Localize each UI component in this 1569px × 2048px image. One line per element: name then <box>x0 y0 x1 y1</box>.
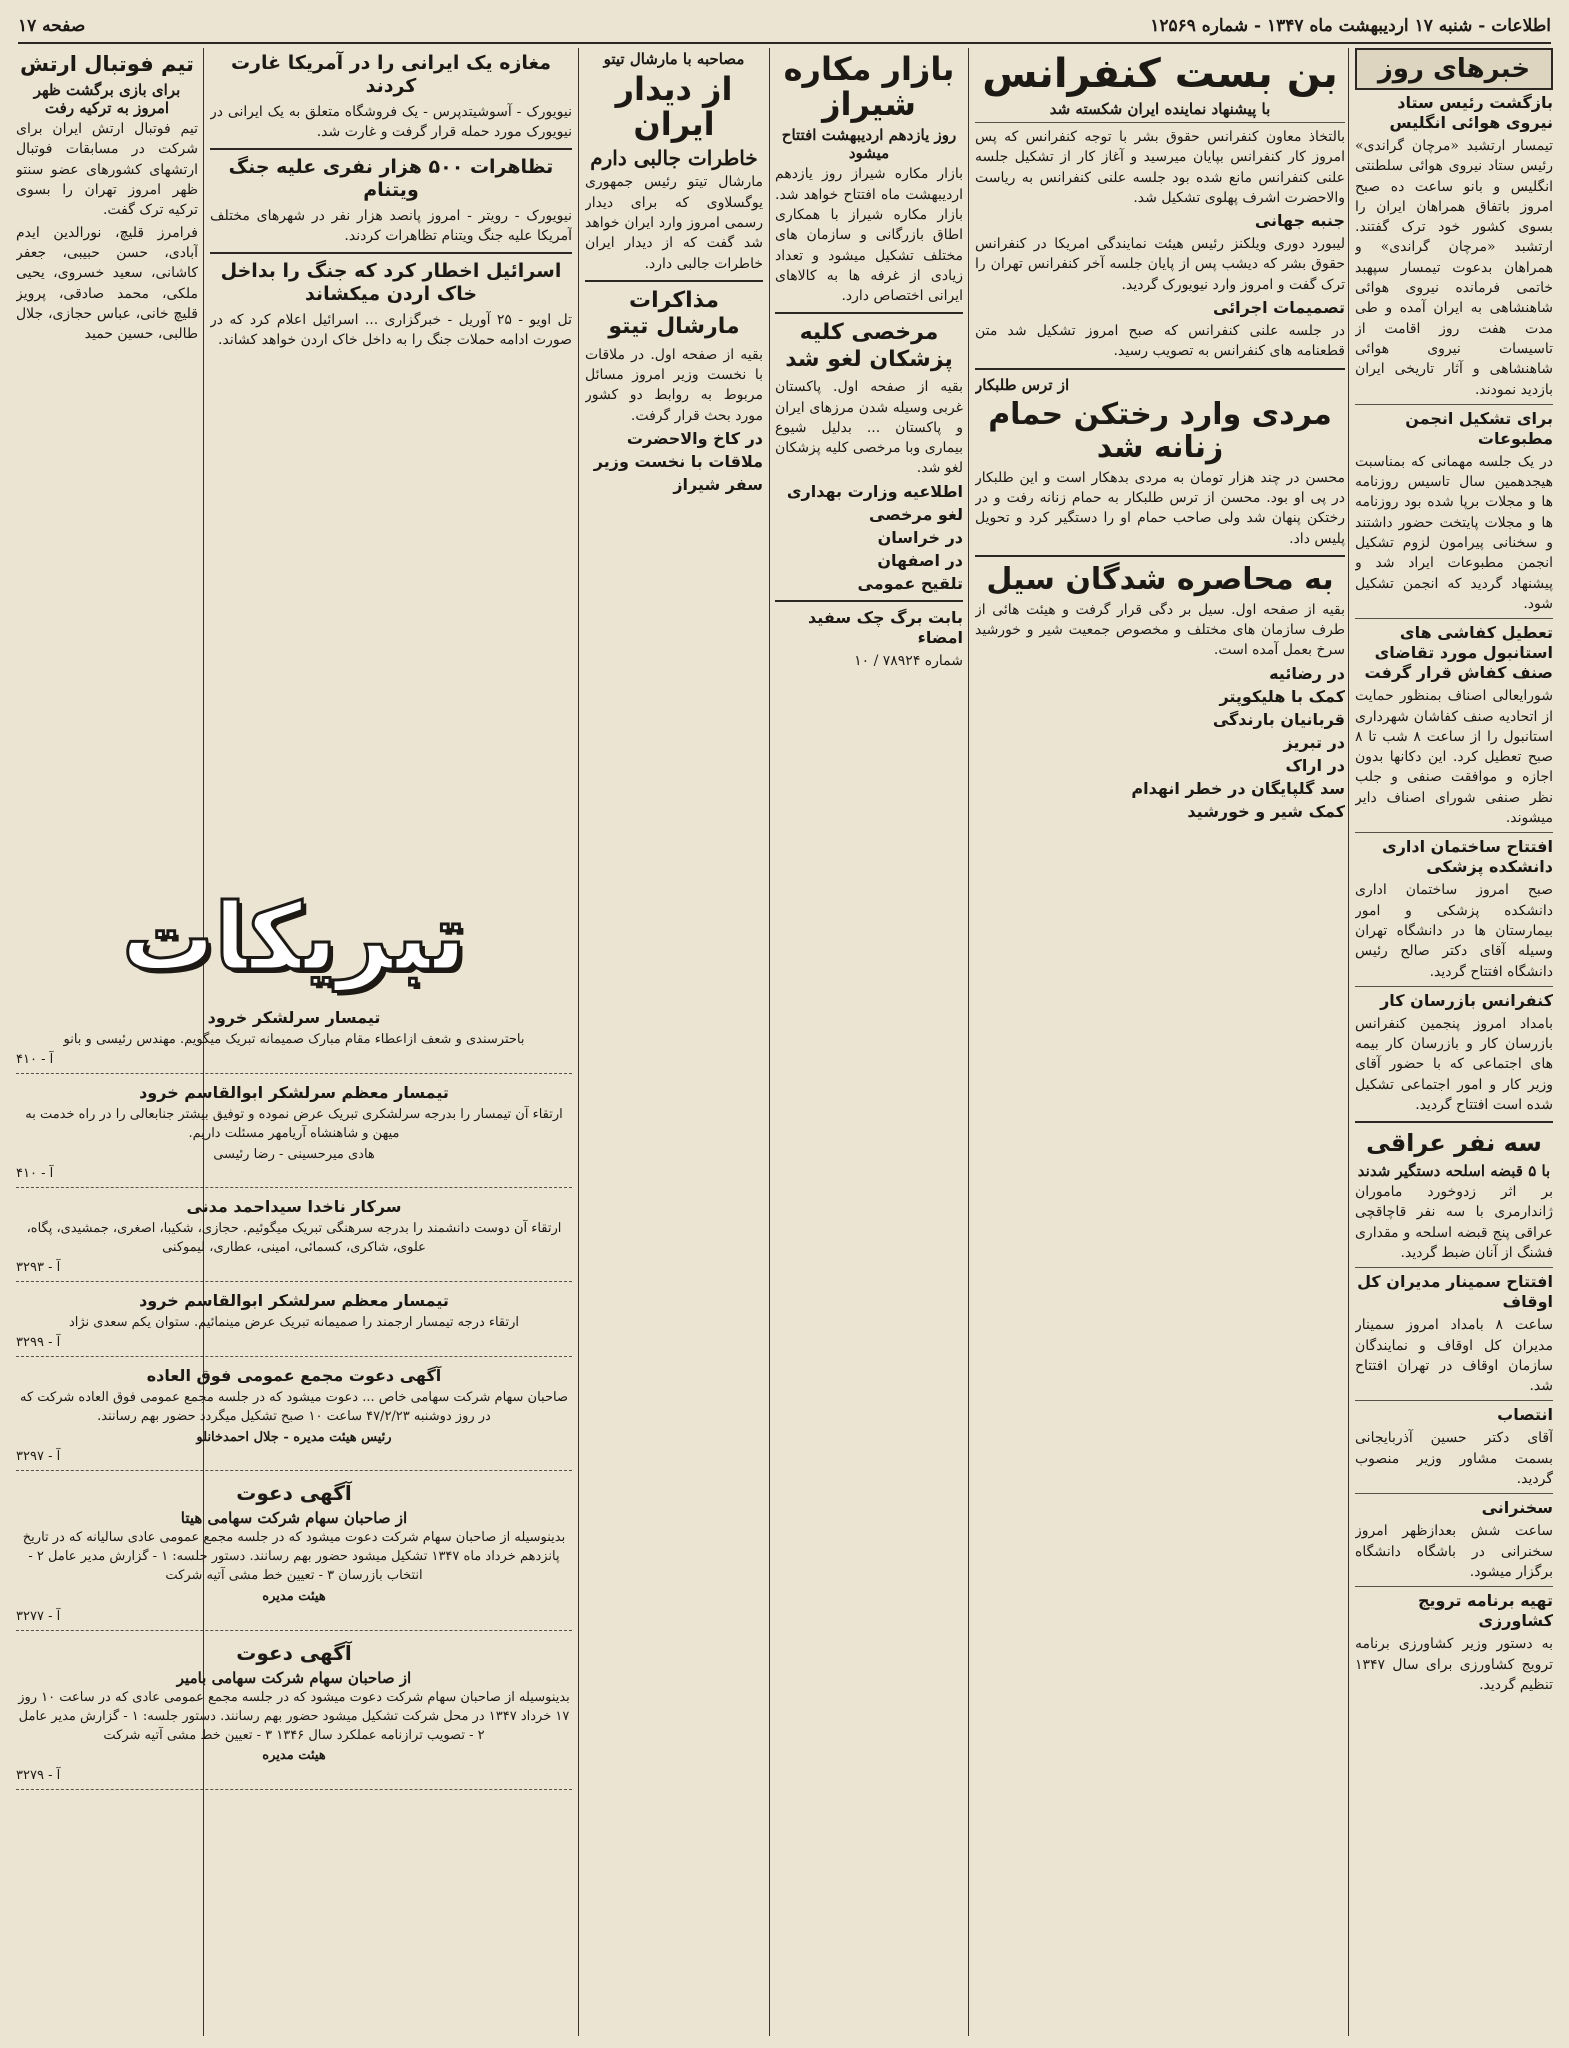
conference-body: بالتخاذ معاون کنفرانس حقوق بشر با توجه کنفرانس که پس امروز کار کنفرانس بپایان میرسید و آغاز کار از تشکیل جلسه علنی کنفرانس مانع شده بود جلسه علنی کنفرانس به ریاست والاحضرت اشرف پهلوی تشکیل شد. <box>975 129 1345 206</box>
ad-sign: هیئت مدیره <box>262 1588 326 1604</box>
flood-section: سد گلپایگان در خطر انهدام <box>1131 778 1345 798</box>
tito-cont-headline: مذاکرات مارشال تیتو <box>608 287 740 340</box>
clinic-section: لغو مرخصی <box>869 504 963 524</box>
news-item-title: سخنرانی <box>1481 1498 1553 1518</box>
ad-block <box>16 1188 572 1282</box>
clinic-section: در اصفهان <box>877 550 963 570</box>
ad-number: آ - ۴۱۰ <box>16 1166 54 1182</box>
conference-body: لیبورد دوری ویلکنز رئیس هیئت نمایندگی امریکا در کنفرانس حقوق بشر که دیشب پس از پایان جلسه آخر کنفرانس تهران را ترک گفت و امروز وارد نیویورک گردید. <box>975 236 1345 293</box>
ad-sign: هادی میرحسینی - رضا رئیسی <box>213 1146 375 1162</box>
news-item-body: در یک جلسه مهمانی که بمناسبت هیجدهمین سال تاسیس روزنامه ها و مجلات برپا شده بود روزنامه ها و مجلات پایتخت حضور داشتند و سخنانی پیرامون لزوم تشکیل انجمن مطبوعات ایراد شد و پیشنهاد گردید که انجمن تشکیل شود. <box>1355 453 1553 612</box>
ad-number: آ - ۳۲۷۷ <box>16 1608 61 1624</box>
store-headline: مغازه یک ایرانی را در آمریکا غارت کردند <box>230 52 552 97</box>
news-item-body: صبح امروز ساختمان اداری دانشکده پزشکی و امور بیمارستان ها در دانشگاه تهران وسیله آقای دکتر صالح رئیس دانشگاه افتتاح گردید. <box>1355 882 1553 980</box>
tito-body: مارشال تیتو رئیس جمهوری یوگسلاوی که برای دیدار رسمی امروز وارد ایران خواهد شد گفت که از دیدار ایران خاطرات جالبی دارد. <box>585 174 763 272</box>
clinic-section: اطلاعیه وزارت بهداری <box>786 481 963 501</box>
news-item-title: کنفرانس بازرسان کار <box>1380 990 1553 1010</box>
ad-body: ارتقاء آن تیمسار را بدرجه سرلشکری تبریک عرض نموده و توفیق بیشتر جنابعالی را در راه خدمت به میهن و شاهنشاه آریامهر مسئلت داریم. <box>25 1106 563 1141</box>
flood-section: در رضائیه <box>1269 663 1345 683</box>
conference-headline: بن بست کنفرانس <box>982 51 1338 97</box>
ad-number: آ - ۳۲۷۹ <box>16 1768 61 1784</box>
conference-section: جنبه جهانی <box>1254 211 1345 231</box>
tito-cont-body: بقیه از صفحه اول. در ملاقات با نخست وزیر امروز مسائل مربوط به روابط دو کشور مورد بحث قرار گرفت. <box>585 346 763 424</box>
bazaar-headline: بازار مکاره شیراز <box>783 50 955 124</box>
news-item-sub: با ۵ قبضه اسلحه دستگیر شدند <box>1357 1162 1551 1181</box>
news-item-body: ساعت ۸ بامداد امروز سمینار مدیران کل اوقاف و نمایندگان سازمان اوقاف در تهران افتتاح شد. <box>1355 1317 1553 1395</box>
flood-headline: به محاصره شدگان سیل <box>986 561 1334 597</box>
bath-body: محسن در چند هزار تومان به مردی بدهکار است و این طلبکار در پی او بود. محسن از ترس طلبکار به حمام زنانه رفت و در رختکن پنهان شد ولی صاحب حمام او را دستگیر کرد و تحویل پلیس داد. <box>975 469 1345 547</box>
flood-body: بقیه از صفحه اول. سیل بر دگی قرار گرفت و هیئت هائی از طرف سازمان های مختلف و مخصوص جمعیت شیر و خورشید سرخ بعمل آمده است. <box>975 601 1345 659</box>
news-item-body: به دستور وزیر کشاورزی برنامه ترویج کشاورزی برای سال ۱۳۴۷ تنظیم گردید. <box>1355 1636 1553 1693</box>
news-item-title: تعطیل کفاشی های استانبول مورد تقاضای صنف کفاش قرار گرفت <box>1364 623 1553 683</box>
ad-title: آگهی دعوت مجمع عمومی فوق العاده <box>146 1365 442 1385</box>
clinic-section: در خراسان <box>877 527 963 547</box>
bazaar-subhead: روز یازدهم اردیبهشت افتتاح میشود <box>781 126 957 163</box>
flood-section: در اراک <box>1285 755 1345 775</box>
tito-section: در کاخ والاحضرت <box>626 428 763 448</box>
news-briefs-column <box>1355 48 1553 2036</box>
tito-column <box>585 48 763 2036</box>
news-item-body: بامداد امروز پنجمین کنفرانس بازرسان کار و بازرسان کار بیمه های اجتماعی که با حضور آقای وزیر کار و امور اجتماعی تشکیل شده است افتتاح گردید. <box>1355 1015 1553 1113</box>
ad-body: بدینوسیله از صاحبان سهام شرکت دعوت میشود که در جلسه مجمع عمومی عادی سالیانه که در تاریخ پانزدهم خرداد ماه ۱۳۴۷ تشکیل میشود حضور بهم رسانند. دستور جلسه: ۱ - گزارش مدیر عامل ۲ - انتخاب بازرسان ۳ - تعیین خط مشی آتیه شرکت <box>22 1530 566 1584</box>
clinic-body: بقیه از صفحه اول. پاکستان غربی وسیله شدن مرزهای ایران و پاکستان ... بدلیل شیوع بیماری وبا مرخصی کلیه پزشکان لغو شد. <box>775 379 963 477</box>
ad-subtitle: از صاحبان سهام شرکت سهامی بامیر <box>176 1668 412 1687</box>
tito-kicker: مصاحبه با مارشال تیتو <box>603 50 745 68</box>
conference-body: در جلسه علنی کنفرانس که صبح امروز تشکیل شد متن قطعنامه های کنفرانس به تصویب رسید. <box>975 323 1345 360</box>
demo-body: نیویورک - رویتر - امروز پانصد هزار نفر در شهرهای مختلف آمریکا علیه جنگ ویتنام تظاهرات کردند. <box>210 207 572 245</box>
ad-title: آگهی دعوت <box>236 1481 352 1506</box>
news-item-body: ساعت شش بعدازظهر امروز سخنرانی در باشگاه دانشگاه برگزار میشود. <box>1355 1523 1553 1580</box>
clinic-headline: مرخصی کلیه پزشکان لغو شد <box>785 320 953 372</box>
masthead <box>18 10 1551 44</box>
israel-headline: اسرائیل اخطار کرد که جنگ را بداخل خاک اردن میکشاند <box>220 260 562 306</box>
check-title: بابت برگ چک سفید امضاء <box>808 607 963 647</box>
congrats-section <box>16 875 572 1790</box>
flood-section: کمک شیر و خورشید <box>1187 801 1345 821</box>
demo-headline: تظاهرات ۵۰۰ هزار نفری علیه جنگ ویتنام <box>228 156 554 201</box>
flood-section: قربانیان بارندگی <box>1212 709 1345 729</box>
football-subhead: برای بازی برگشت ظهر امروز به ترکیه رفت <box>33 81 181 118</box>
ad-subtitle: از صاحبان سهام شرکت سهامی هیتا <box>180 1509 408 1528</box>
news-item-title: انتصاب <box>1497 1405 1553 1425</box>
ad-body: بدینوسیله از صاحبان سهام شرکت دعوت میشود که در جلسه مجمع عمومی عادی که در ساعت ۱۰ روز ۱۷ خرداد ۱۳۴۷ در محل شرکت تشکیل میشود حضور بهم رسانند. دستور جلسه: ۱ - گزارش مدیر عامل ۲ - تصویب ترازنامه عملکرد سال ۱۳۴۶ ۳ - تعیین خط مشی آتیه شرکت <box>18 1689 570 1743</box>
ad-block <box>16 1471 572 1630</box>
tito-headline: از دیدار ایران <box>615 70 733 144</box>
conference-column <box>975 48 1345 2036</box>
news-item-body: تیمسار ارتشبد «مرچان گراندی» رئیس ستاد نیروی هوائی سلطنتی انگلیس و بانو ساعت ده صبح امروز باتفاق همراهان ایران را بسوی کشور خود ترک گفتند. ارتشبد «مرچان گراندی» و همراهان بدعوت تیمسار سپهبد خاتمی فرمانده نیروی هوائی شاهنشاهی به ایران آمده و طی مدت هفت روز اقامت از تاسیسات نیروی هوائی شاهنشاهی و آثار تاریخی ایران بازدید نمودند. <box>1355 138 1553 398</box>
ad-body: ارتقاء آن دوست دانشمند را بدرجه سرهنگی تبریک میگوئیم. حجازی، شکیبا، اصغری، جمشیدی، پگاه، علوی، شاکری، کسمائی، امینی، عطاری، لیموکنی <box>26 1221 562 1256</box>
flood-section: در تبریز <box>1283 732 1345 752</box>
masthead-left: اطلاعات - شنبه ۱۷ اردیبهشت ماه ۱۳۴۷ - شماره ۱۲۵۶۹ <box>1150 16 1551 36</box>
news-item-title: افتتاح ساختمان اداری دانشکده پزشکی <box>1382 837 1553 877</box>
ad-sign: هیئت مدیره <box>262 1748 326 1764</box>
page-number: صفحه ۱۷ <box>18 16 86 36</box>
bath-kicker: از ترس طلبکار <box>975 375 1070 394</box>
clinic-section: تلقیح عمومی <box>857 573 963 593</box>
ad-body: صاحبان سهام شرکت سهامی خاص ... دعوت میشود که در جلسه مجمع عمومی فوق العاده شرکت که در روز دوشنبه ۴۷/۲/۲۳ ساعت ۱۰ صبح تشکیل میگردد حضور بهم رسانند. <box>19 1389 569 1424</box>
ad-title: تیمسار سرلشکر خرود <box>207 1008 381 1027</box>
conference-subhead: با پیشنهاد نماینده ایران شکسته شد <box>1049 100 1271 118</box>
tito-section: ملاقات با نخست وزیر <box>593 451 763 471</box>
ad-body: باحترسندی و شعف ازاعطاء مقام مبارک صمیمانه تبریک میگویم. مهندس رئیسی و بانو <box>63 1032 525 1047</box>
news-item-body: بر اثر زدوخورد ماموران ژاندارمری با سه نفر قاچاقچی عراقی پنج قبضه اسلحه و مقداری فشنگ از آنان ضبط گردید. <box>1355 1184 1553 1261</box>
news-box-title: خبرهای روز <box>1355 48 1553 90</box>
ad-title: تیمسار معظم سرلشکر ابوالقاسم خرود <box>139 1082 449 1102</box>
check-number: شماره ۷۸۹۲۴ / ۱۰ <box>854 652 963 669</box>
ad-block <box>16 1074 572 1189</box>
news-item-title: بازگشت رئیس ستاد نیروی هوائی انگلیس <box>1389 93 1553 132</box>
ad-title: آگهی دعوت <box>236 1640 352 1665</box>
flood-section: کمک با هلیکوپتر <box>1219 686 1345 706</box>
congrats-banner <box>16 883 572 991</box>
congrats-word: تبریکات <box>121 883 467 991</box>
ad-block <box>16 1631 572 1790</box>
news-item-body: آقای دکتر حسین آذربایجانی بسمت مشاور وزیر منصوب گردید. <box>1355 1430 1553 1488</box>
israel-body: تل اویو - ۲۵ آوریل - خبرگزاری ... اسرائیل اعلام کرد که در صورت ادامه حملات جنگ را به داخل خاک اردن خواهد کشاند. <box>210 311 572 349</box>
ad-title: تیمسار معظم سرلشکر ابوالقاسم خرود <box>139 1291 449 1311</box>
football-names: فرامرز قلیچ، نورالدین ایدم آبادی، حسن حبیبی، جعفر کاشانی، سعید خسروی، یحیی ملکی، محمد صادقی، پرویز قلیچ خانی، عباس حجازی، جلال طالبی، حسین حمید <box>16 224 198 343</box>
tito-subhead: خاطرات جالبی دارم <box>590 146 758 171</box>
news-item-title: برای تشکیل انجمن مطبوعات <box>1405 408 1553 448</box>
bath-headline: مردی وارد رختکن حمام زنانه شد <box>988 396 1332 465</box>
ad-body: ارتقاء درجه تیمسار ارجمند را صمیمانه تبریک عرض مینمائیم. ستوان یکم سعدی نژاد <box>68 1315 520 1331</box>
ad-sign: رئیس هیئت مدیره - جلال احمدخانلو <box>196 1429 392 1445</box>
ad-block <box>16 1282 572 1357</box>
ad-number: آ - ۳۲۹۷ <box>16 1449 61 1465</box>
ad-number: آ - ۳۲۹۳ <box>16 1260 61 1276</box>
news-item-title: تهیه برنامه ترویج کشاورزی <box>1418 1591 1553 1631</box>
football-body: تیم فوتبال ارتش ایران برای شرکت در مسابقات فوتبال ارتشهای کشورهای عضو سنتو ظهر امروز تهران را بسوی ترکیه ترک گفت. <box>16 121 198 219</box>
ad-block <box>16 999 572 1074</box>
ad-number: آ - ۴۱۰ <box>16 1051 54 1067</box>
conference-section: تصمیمات اجرائی <box>1212 298 1345 318</box>
ad-title: سرکار ناخدا سیداحمد مدنی <box>186 1197 402 1217</box>
bazaar-body: بازار مکاره شیراز روز یازدهم اردیبهشت ماه افتتاح خواهد شد. بازار مکاره شیراز با همکاری اطاق بازرگانی و سازمان های مختلف تشکیل میشود و تعداد زیادی از غرفه ها به کالاهای ایرانی اختصاص دارد. <box>775 166 963 305</box>
news-item-title: سه نفر عراقی <box>1366 1129 1542 1158</box>
tito-section: سفر شیراز <box>673 474 763 494</box>
store-body: نیویورک - آسوشیتدپرس - یک فروشگاه متعلق به یک ایرانی در نیویورک مورد حمله قرار گرفت و غارت شد. <box>210 103 572 140</box>
bazaar-column <box>775 48 963 2036</box>
news-item-title: افتتاح سمینار مدیران کل اوقاف <box>1357 1272 1553 1312</box>
ad-number: آ - ۳۲۹۹ <box>16 1334 61 1350</box>
football-headline: تیم فوتبال ارتش <box>20 52 194 76</box>
news-item-body: شورایعالی اصناف بمنظور حمایت از اتحادیه صنف کفاشان شهرداری استانبول را از ساعت ۸ شب تا ۸ صبح تعطیل کرد. این دکانها بدون اجازه و موافقت صنفی و جلب نظر صنفی شورای اصناف دایر میشوند. <box>1355 688 1553 827</box>
ad-block <box>16 1357 572 1472</box>
